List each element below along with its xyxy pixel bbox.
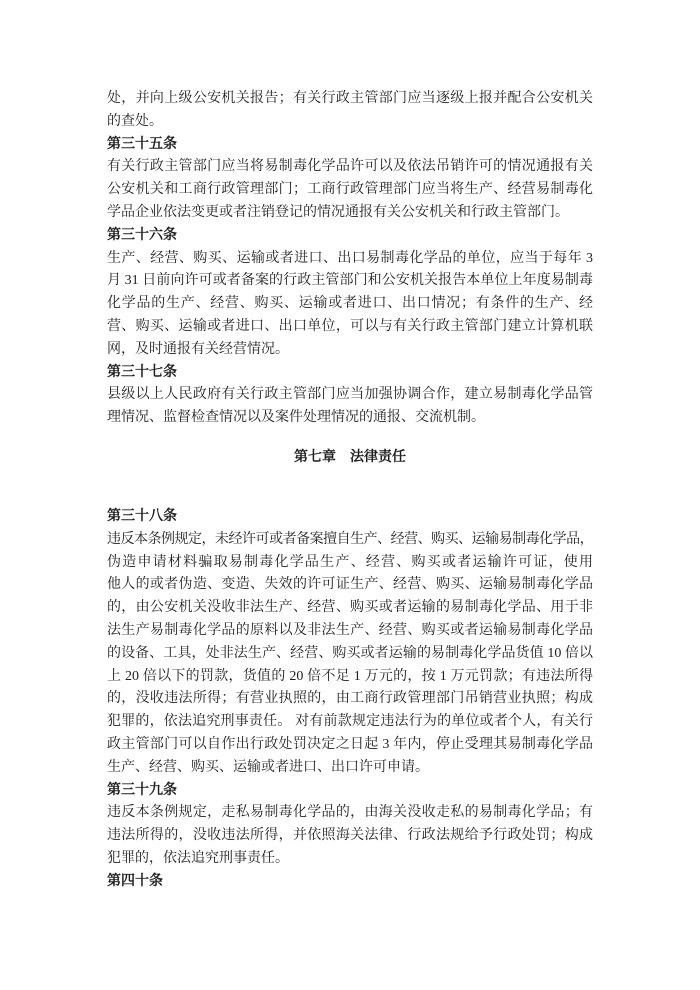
text-line: 月 31 日前向许可或者备案的行政主管部门和公安机关报告本单位上年度易制毒 — [107, 273, 593, 289]
article-36 — [107, 225, 593, 362]
document-body-lower — [107, 506, 593, 894]
article-heading: 第四十条 — [107, 873, 163, 889]
text-line: 处，并向上级公安机关报告；有关行政主管部门应当逐级上报并配合公安机关 — [107, 91, 593, 106]
text-line: 犯罪的，依法追究刑事责任。 对有前款规定违法行为的单位或者个人，有关行 — [107, 714, 593, 730]
text-line: 伪造申请材料骗取易制毒化学品生产、经营、购买或者运输许可证，使用 — [107, 554, 593, 570]
text-line: 违反本条例规定，走私易制毒化学品的，由海关没收走私的易制毒化学品；有 — [107, 805, 593, 821]
text-line: 理情况、监督检查情况以及案件处理情况的通报、交流机制。 — [107, 410, 485, 426]
article-40 — [107, 871, 593, 894]
continuation-paragraph — [107, 88, 593, 134]
text-line: 学品企业依法变更或者注销登记的情况通报有关公安机关和行政主管部门。 — [107, 204, 569, 220]
chapter-title: 第七章 法律责任 — [294, 450, 406, 465]
text-line: 有关行政主管部门应当将易制毒化学品许可以及依法吊销许可的情况通报有关 — [107, 159, 593, 175]
article-35 — [107, 134, 593, 225]
text-line: 犯罪的，依法追究刑事责任。 — [107, 850, 289, 866]
article-heading: 第三十六条 — [107, 227, 177, 243]
text-line: 政主管部门可以自作出行政处罚决定之日起 3 年内，停止受理其易制毒化学品 — [107, 736, 593, 752]
text-line: 他人的或者伪造、变造、失效的许可证生产、经营、购买、运输易制毒化学品 — [107, 577, 593, 593]
document-body-upper — [107, 88, 593, 430]
article-38 — [107, 506, 593, 780]
text-line: 网，及时通报有关经营情况。 — [107, 341, 289, 357]
text-line: 的，没收违法所得；有营业执照的，由工商行政管理部门吊销营业执照；构成 — [107, 691, 593, 707]
article-37 — [107, 362, 593, 430]
text-line: 公安机关和工商行政管理部门；工商行政管理部门应当将生产、经营易制毒化 — [107, 182, 593, 198]
text-line: 的设备、工具，处非法生产、经营、购买或者运输的易制毒化学品货值 10 倍以 — [107, 645, 593, 661]
article-heading: 第三十八条 — [107, 509, 177, 524]
text-line: 化学品的生产、经营、购买、运输或者进口、出口情况；有条件的生产、经 — [107, 296, 593, 312]
text-line: 县级以上人民政府有关行政主管部门应当加强协调合作，建立易制毒化学品管 — [107, 387, 593, 403]
text-line: 违反本条例规定，未经许可或者备案擅自生产、经营、购买、运输易制毒化学品， — [107, 531, 593, 547]
text-line: 的，由公安机关没收非法生产、经营、购买或者运输的易制毒化学品、用于非 — [107, 600, 593, 616]
text-line: 上 20 倍以下的罚款，货值的 20 倍不足 1 万元的，按 1 万元罚款；有违法所得 — [107, 668, 593, 684]
article-heading: 第三十七条 — [107, 364, 177, 380]
text-line: 的查处。 — [107, 113, 163, 129]
article-heading: 第三十五条 — [107, 136, 177, 152]
text-line: 违法所得的，没收违法所得，并依照海关法律、行政法规给予行政处罚；构成 — [107, 828, 593, 844]
text-line: 生产、经营、购买、运输或者进口、出口易制毒化学品的单位，应当于每年 3 — [107, 250, 593, 266]
text-line: 营、购买、运输或者进口、出口单位，可以与有关行政主管部门建立计算机联 — [107, 318, 593, 334]
article-39 — [107, 780, 593, 871]
text-line: 生产、经营、购买、运输或者进口、出口许可申请。 — [107, 759, 429, 775]
article-heading: 第三十九条 — [107, 782, 177, 798]
text-line: 法生产易制毒化学品的原料以及非法生产、经营、购买或者运输易制毒化学品 — [107, 622, 593, 638]
